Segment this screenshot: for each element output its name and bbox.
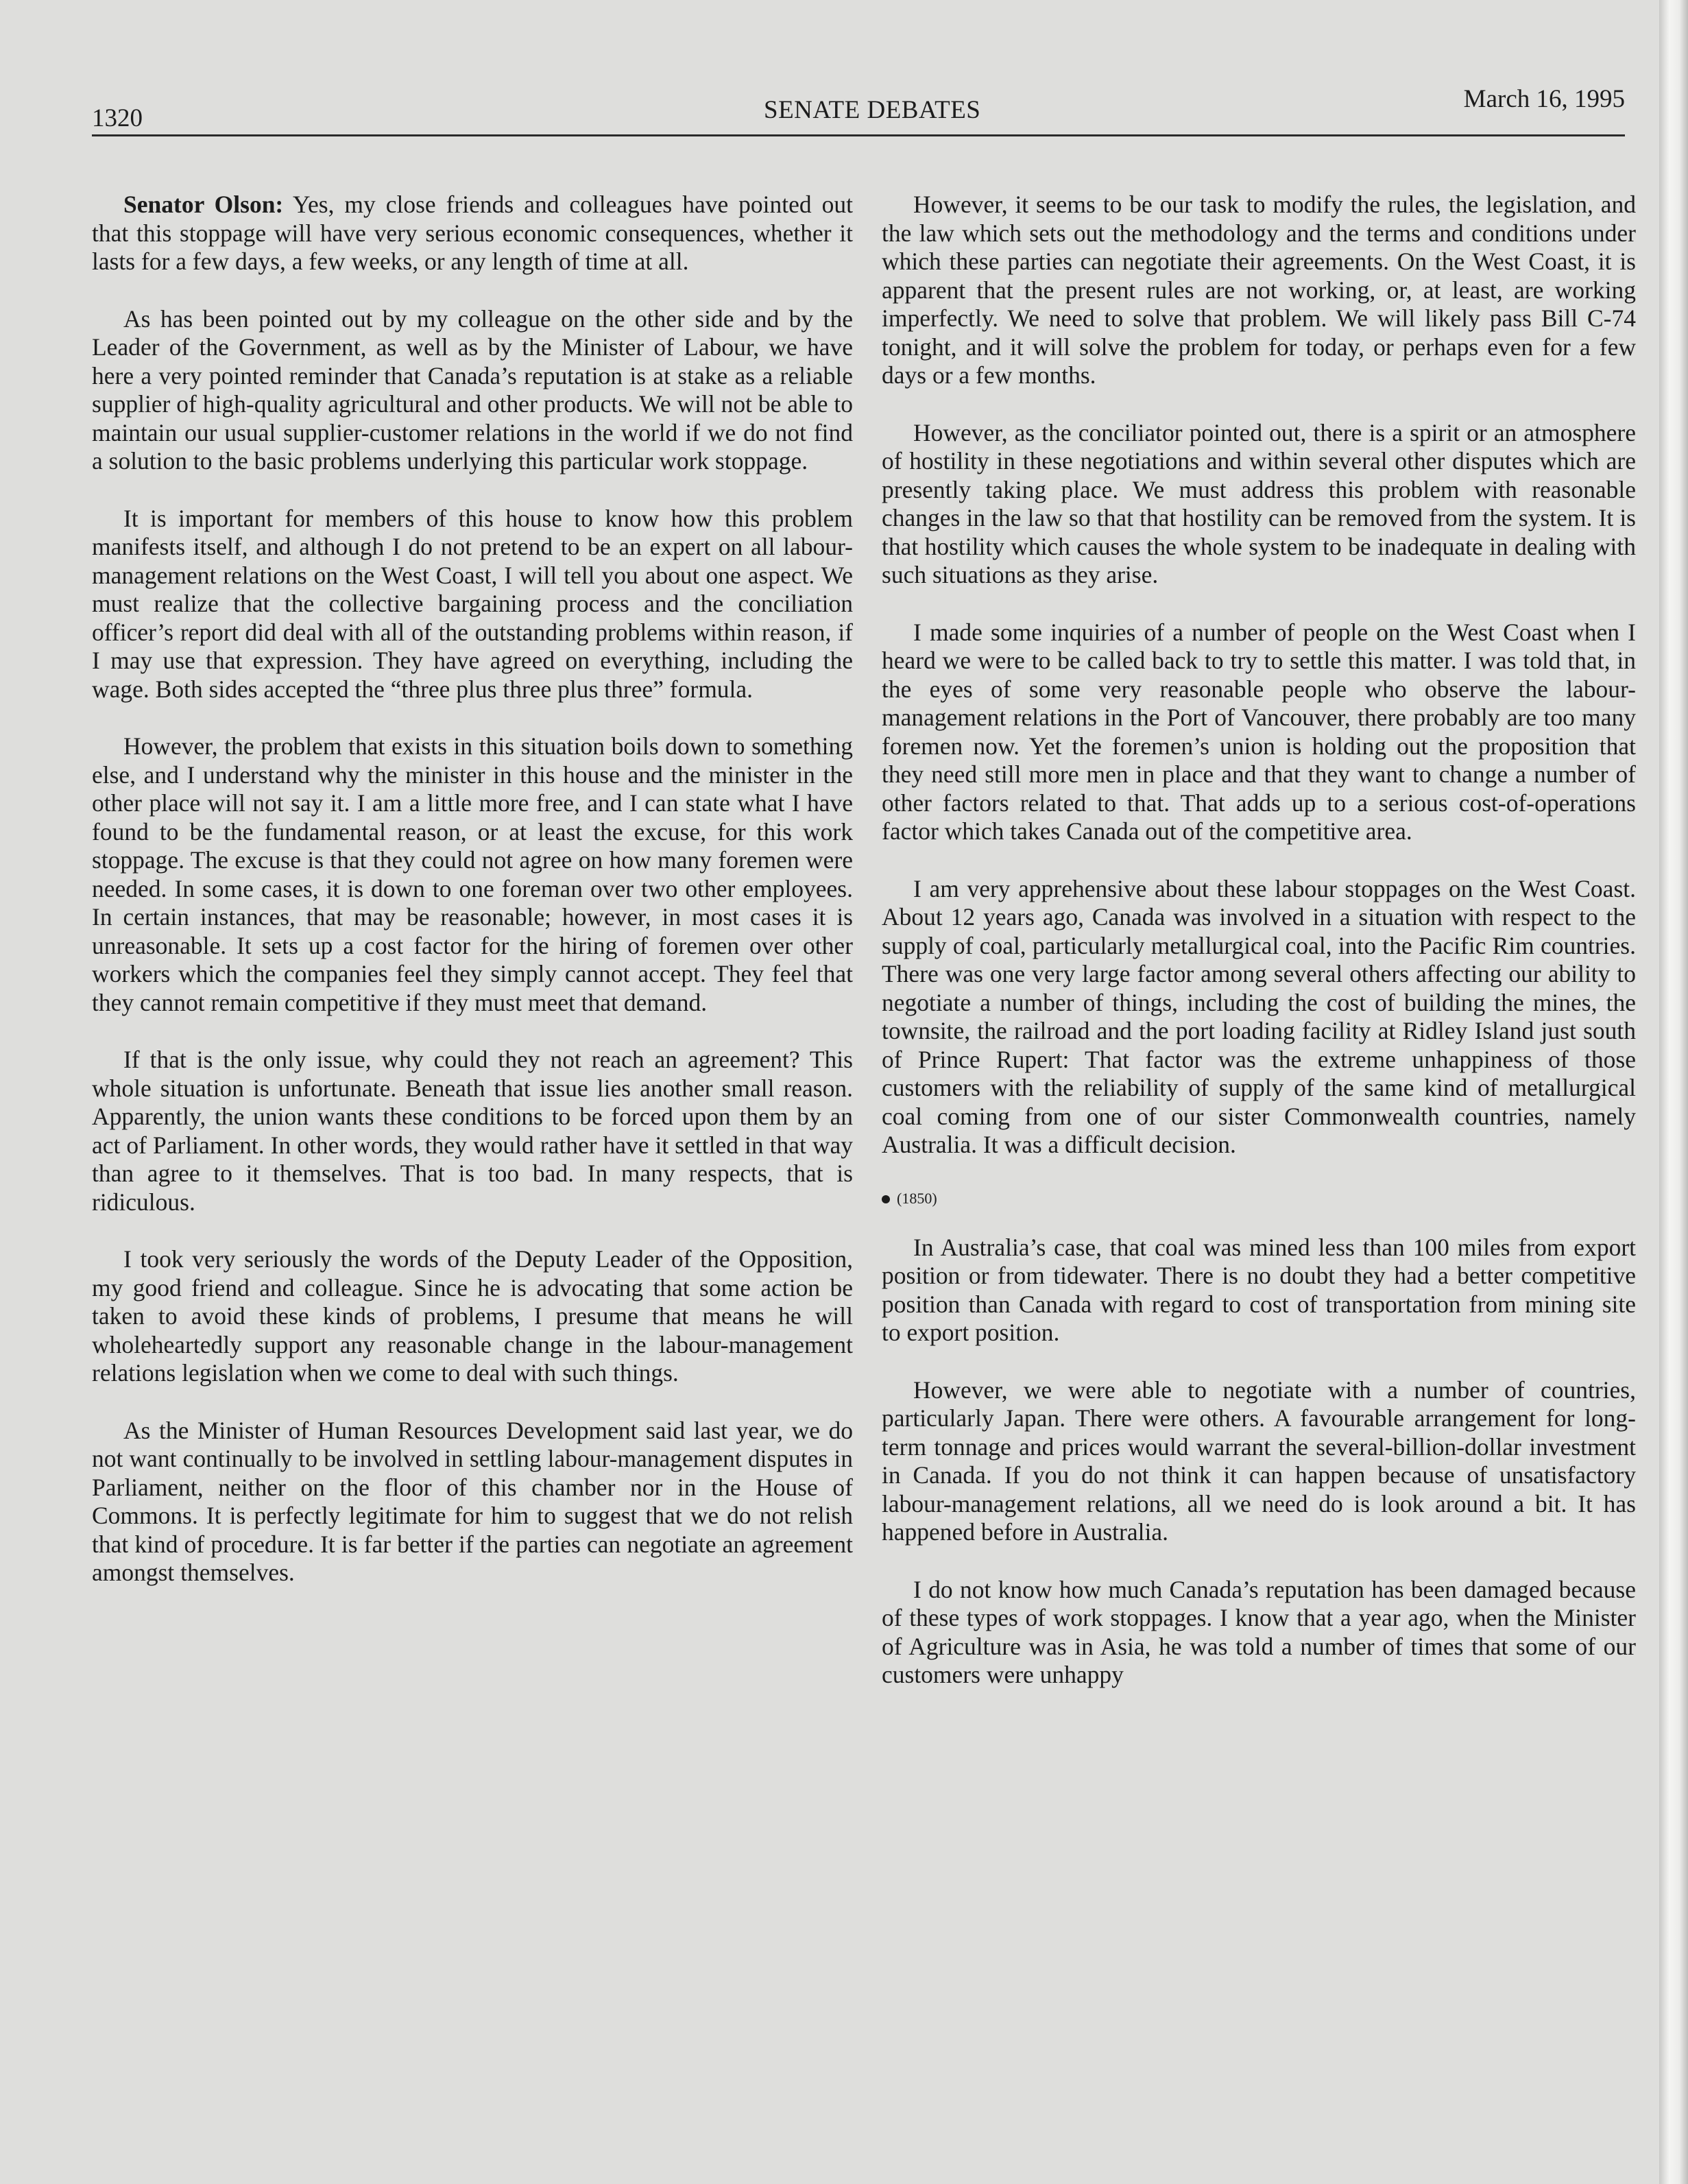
page-header [92, 81, 1625, 136]
paragraph: I am very apprehensive about these labour stoppages on the West Coast. About 12 years ago, Canada was involved in a situation with respect to the supply of coal, particularly metallurgical coal, into the Pacific Rim countries. There was one very large factor among several others affecting our ability to negotiate a number of things, including the cost of building the mines, the townsite, the railroad and the port loading facility at Ridley Island just south of Prince Rupert: That factor was the extreme unhappiness of those customers with the reliability of supply of the same kind of metallurgical coal coming from one of our sister Commonwealth countries, namely Australia. It was a difficult decision. [882, 874, 1636, 1158]
publication-title: SENATE DEBATES [764, 96, 981, 124]
paragraph: I do not know how much Canada’s reputation has been damaged because of these types of work stoppages. I know that a year ago, when the Minister of Agriculture was in Asia, he was told a number of times that some of our customers were unhappy [882, 1575, 1636, 1688]
paragraph [92, 191, 853, 276]
page-edge [1659, 0, 1688, 2184]
time-marker-text: (1850) [897, 1189, 937, 1207]
paragraph-text: Yes, my close friends and colleagues have pointed out that this stoppage will have very serious economic consequences, whether it lasts for a few days, a few weeks, or any length of time at all. [92, 191, 853, 275]
paragraph: However, the problem that exists in this situation boils down to something else, and I understand why the minister in this house and the minister in the other place will not say it. I am a little more free, and I can state what I have found to be the fundamental reason, or at least the excuse, for this work stoppage. The excuse is that they could not agree on how many foremen were needed. In some cases, it is down to one foreman over two other employees. In certain instances, that may be reasonable; however, in most cases it is unreasonable. It sets up a cost factor for the hiring of foremen over other workers which the companies feel they simply cannot accept. They feel that they cannot remain competitive if they must meet that demand. [92, 732, 853, 1016]
publication-date: March 16, 1995 [1463, 85, 1625, 113]
right-column [882, 191, 1636, 1718]
time-marker [882, 1188, 1636, 1209]
bullet-icon [882, 1195, 890, 1203]
left-column [92, 191, 853, 1616]
paragraph: I made some inquiries of a number of people on the West Coast when I heard we were to be called back to try to settle this matter. I was told that, in the eyes of some very reasonable people who observe the labour-management relations in the Port of Vancouver, there probably are too many foremen now. Yet the foremen’s union is holding out the proposition that they need still more men in place and that they want to change a number of other factors related to that. That adds up to a serious cost-of-operations factor which takes Canada out of the competitive area. [882, 618, 1636, 845]
paragraph: However, we were able to negotiate with a number of countries, particularly Japan. There were others. A favourable arrangement for long-term tonnage and prices would warrant the several-billion-dollar investment in Canada. If you do not think it can happen because of unsatisfactory labour-management relations, all we need do is look around a bit. It has happened before in Australia. [882, 1376, 1636, 1546]
paragraph: I took very seriously the words of the Deputy Leader of the Opposition, my good friend and colleague. Since he is advocating that some action be taken to avoid these kinds of problems, I presume that means he will wholeheartedly support any reasonable change in the labour-management relations legislation when we come to deal with such things. [92, 1245, 853, 1387]
paragraph: As the Minister of Human Resources Development said last year, we do not want continually to be involved in settling labour-management disputes in Parliament, neither on the floor of this chamber nor in the House of Commons. It is perfectly legitimate for him to suggest that we do not relish that kind of procedure. It is far better if the parties can negotiate an agreement amongst themselves. [92, 1416, 853, 1586]
paragraph: However, as the conciliator pointed out, there is a spirit or an atmosphere of hostility in these negotiations and within several other disputes which are presently taking place. We must address this problem with reasonable changes in the law so that that hostility can be removed from the system. It is that hostility which causes the whole system to be inadequate in dealing with such situations as they arise. [882, 418, 1636, 588]
page-number: 1320 [92, 104, 143, 132]
paragraph: It is important for members of this house to know how this problem manifests itself, and although I do not pretend to be an expert on all labour-management relations on the West Coast, I will tell you about one aspect. We must realize that the collective bargaining process and the conciliation officer’s report did deal with all of the outstanding problems within reason, if I may use that expression. They have agreed on everything, including the wage. Both sides accepted the “three plus three plus three” formula. [92, 504, 853, 703]
paragraph: As has been pointed out by my colleague on the other side and by the Leader of the Government, as well as by the Minister of Labour, we have here a very pointed reminder that Canada’s reputation is at stake as a reliable supplier of high-quality agricultural and other products. We will not be able to maintain our usual supplier-customer relations in the world if we do not find a solution to the basic problems underlying this particular work stoppage. [92, 304, 853, 475]
paragraph: If that is the only issue, why could they not reach an agreement? This whole situation is unfortunate. Beneath that issue lies another small reason. Apparently, the union wants these conditions to be forced upon them by an act of Parliament. In other words, they would rather have it settled in that way than agree to it themselves. That is too bad. In many respects, that is ridiculous. [92, 1046, 853, 1216]
paragraph: In Australia’s case, that coal was mined less than 100 miles from export position or from tidewater. There is no doubt they had a better competitive position than Canada with regard to cost of transportation from mining site to export position. [882, 1233, 1636, 1346]
speaker-name: Senator Olson: [123, 191, 284, 218]
paragraph: However, it seems to be our task to modify the rules, the legislation, and the law which sets out the methodology and the terms and conditions under which these parties can negotiate their agreements. On the West Coast, it is apparent that the present rules are not working, or, at least, are working imperfectly. We need to solve that problem. We will likely pass Bill C-74 tonight, and it will solve the problem for today, or perhaps even for a few days or a few months. [882, 191, 1636, 389]
